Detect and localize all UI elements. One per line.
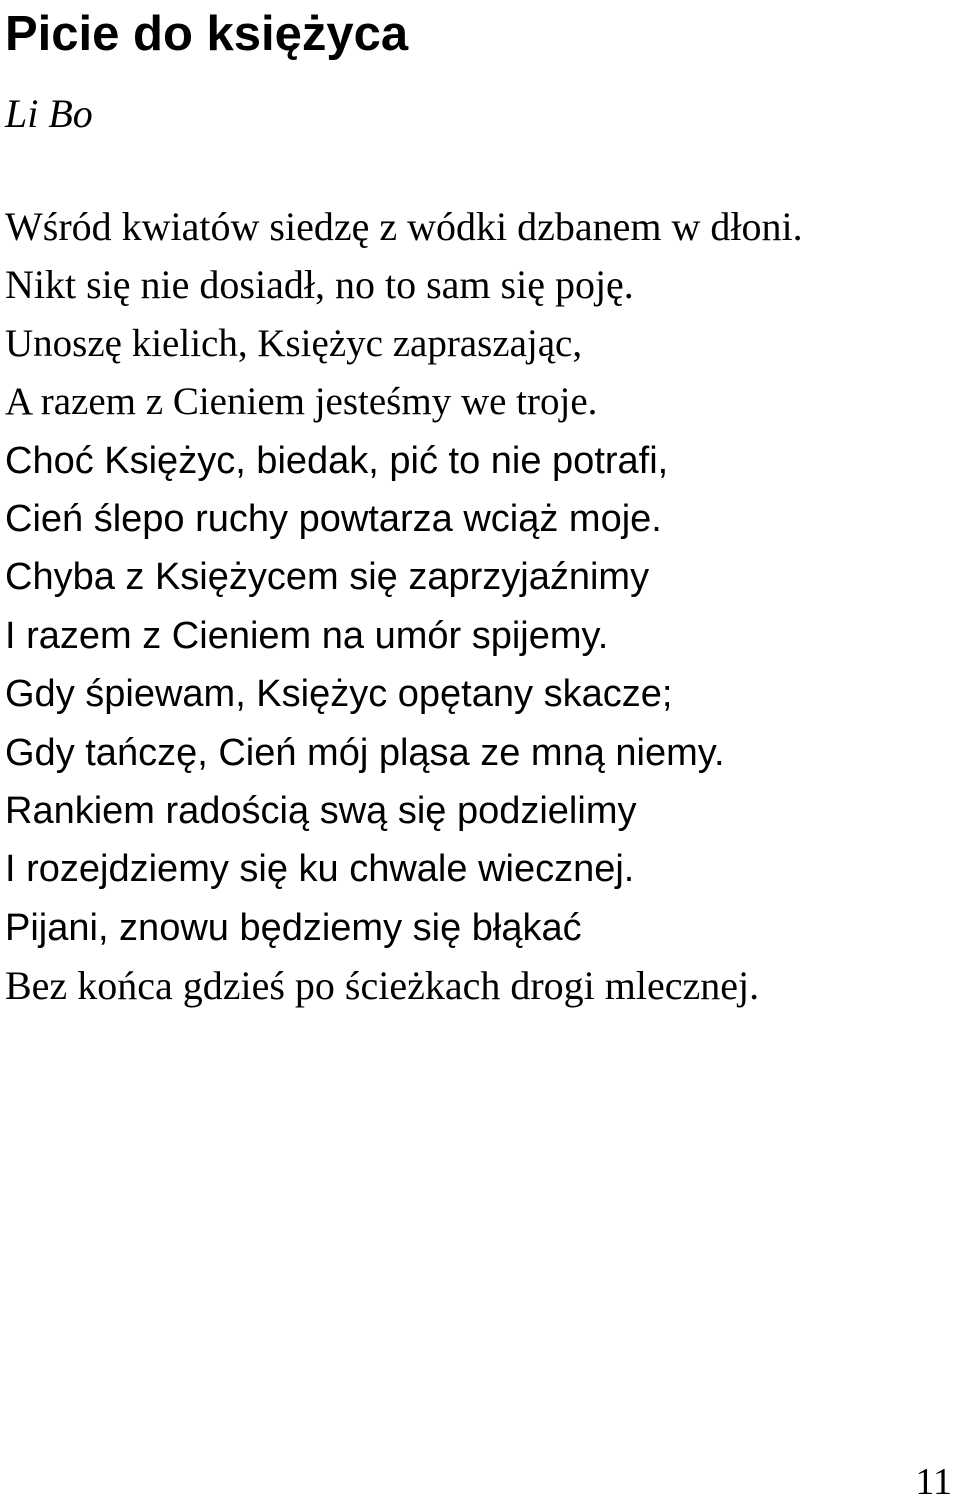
- poem-body: [5, 198, 803, 1015]
- poem-line: Gdy śpiewam, Księżyc opętany skacze;: [5, 673, 673, 716]
- poem-line: Pijani, znowu będziemy się błąkać: [5, 906, 582, 949]
- page-number: 11: [915, 1461, 952, 1503]
- poem-line: Chyba z Księżycem się zaprzyjaźnimy: [5, 556, 650, 599]
- poem-line: Unoszę kielich, Księżyc zapraszając,: [5, 321, 583, 365]
- poem-line: Gdy tańczę, Cień mój pląsa ze mną niemy.: [5, 731, 725, 774]
- poem-line: I razem z Cieniem na umór spijemy.: [5, 614, 609, 657]
- poem-line: Bez końca gdzieś po ścieżkach drogi mlecznej.: [5, 963, 760, 1009]
- poem-line: Choć Księżyc, biedak, pić to nie potrafi,: [5, 439, 669, 482]
- poem-title: Picie do księżyca: [5, 7, 409, 61]
- poem-line: Nikt się nie dosiadł, no to sam się poję.: [5, 262, 634, 308]
- poem-line: I rozejdziemy się ku chwale wiecznej.: [5, 848, 635, 891]
- poem-author: Li Bo: [5, 91, 93, 136]
- poem-line: Wśród kwiatów siedzę z wódki dzbanem w dłoni.: [5, 204, 803, 249]
- poem-line: Rankiem radością swą się podzielimy: [5, 789, 637, 832]
- poem-line: Cień ślepo ruchy powtarza wciąż moje.: [5, 497, 662, 540]
- poem-line: A razem z Cieniem jesteśmy we troje.: [5, 380, 598, 424]
